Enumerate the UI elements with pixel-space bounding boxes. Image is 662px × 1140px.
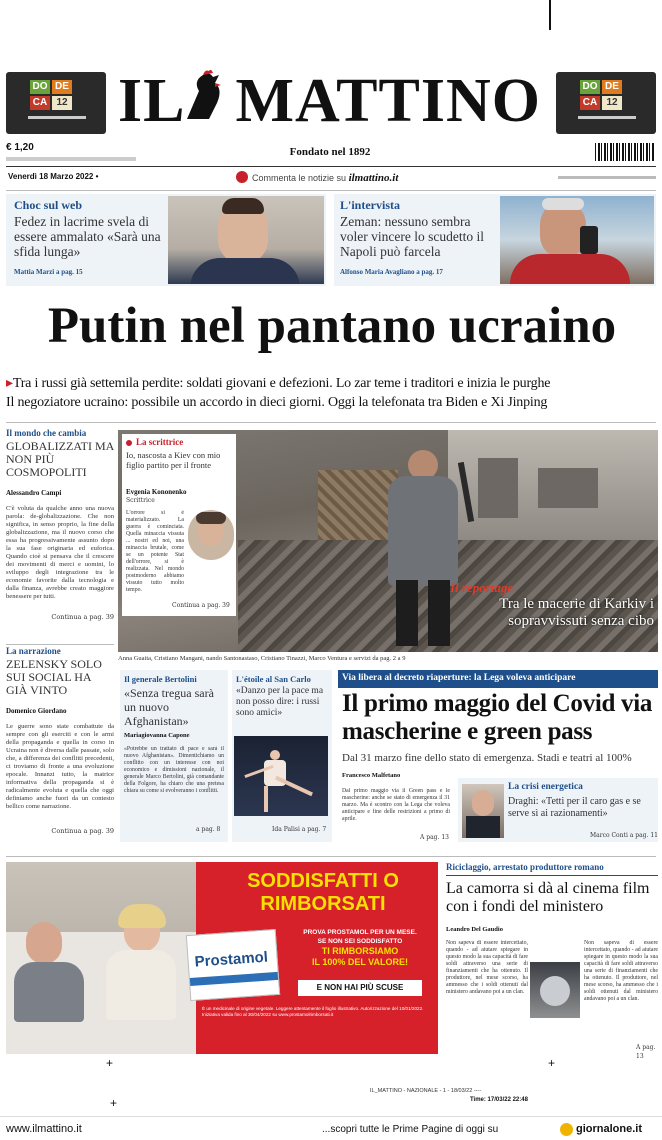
divider (6, 190, 656, 191)
opinion-headline: ZELENSKY SOLO SUI SOCIAL HA GIÀ VINTO (6, 657, 102, 697)
divider (6, 422, 656, 423)
opinion-body: C'è voluta da qualche anno una nuova parola: de-globalizzazione. Che non significa, in senso proprio, la fine della globalizzazione, ma il nuovo corso che essa ha progressivamente assunto dopo la sua fase originaria ed euforica. Quando cioè si pensava che il crescere dei movimenti di merci e uomini, lo sviluppo degli integrazione tra le economie favorite dalla tecnologia e dalla finanza, avrebbe creato maggiore benessere per tutti. (6, 505, 114, 600)
edition-info: IL_MATTINO - NAZIONALE - 1 - 18/03/22 ---- (370, 1088, 482, 1094)
footer-bar (0, 1116, 662, 1140)
bertolini-body: «Potrebbe un trattato di pace e sarà il nuovo Afghanistan». Dimentichiamo un conflitto con un interesse con noi economico e dimissioni nazionale, il generale Marco Bertolini, già comandante della Folgore, ha chiaro che una pretesa chiara su come si evolveranno i conflitti. (124, 746, 224, 794)
divider (6, 644, 114, 645)
teaser-zeman[interactable] (334, 194, 656, 286)
footer-text: ...scopri tutte le Prime Pagine di oggi su (322, 1124, 499, 1135)
opinion-globalizzati[interactable] (6, 428, 114, 648)
writer-kicker: La scrittrice (136, 437, 184, 447)
ad-brand: Prostamol (194, 948, 269, 971)
dodeca-logo-left (6, 72, 106, 134)
bullet-icon (126, 440, 132, 446)
writer-body: L'orrore si è materializzato. La guerra è cominciata. Quella minaccia vissuta ... nostri ed noi, una minaccia brutale, come se un potente Stat dell'orrore, si è realizzata. Nel mondo postmoderno abbiamo vissuto tutto molto tempo. (126, 510, 184, 593)
etoile-byline[interactable]: Ida Palisi a pag. 7 (272, 826, 327, 833)
camorra-body-continued: Non sapeva di essere intercettato, quando - ad aiutare spiegare in questo modo la sua capacità di fare soldi attraverso una serie di finanziamenti che ha ottenuto. Il produttore, nel mese scorso, ha ammesso che i soldi ottenuti dal ministero andavano poi a un clan. (584, 940, 658, 1002)
founded-text: Fondato nel 1892 (289, 146, 371, 158)
opinion-zelensky[interactable] (6, 646, 114, 842)
opinion-author: Alessandro Campi (6, 489, 62, 497)
price: € 1,20 (6, 142, 34, 153)
main-subhead-1 (6, 374, 658, 393)
covid-subhead: Dal 31 marzo fine dello stato di emergenza. Stadi e teatri al 100% (342, 752, 632, 764)
continue-link[interactable]: Continua a pag. 39 (51, 613, 114, 621)
main-subhead-1-text: Tra i russi già settemila perdite: soldati giovani e defezioni. Lo zar teme i traditori e inizia le purghe (12, 376, 551, 391)
bertolini-kicker: Il generale Bertolini (124, 674, 197, 684)
teaser-byline: Alfonso Maria Avagliano a pag. 17 (340, 268, 443, 276)
covid-kicker: Via libera al decreto riaperture: la Lega voleva anticipare (342, 673, 576, 683)
ad-promo-line: SE NON SEI SODDISFATTO (317, 938, 403, 945)
writer-role: Scrittrice (126, 497, 155, 504)
reportage-caption: Tra le macerie di Karkiv i sopravvissuti senza cibo (499, 596, 654, 629)
crop-mark: + (548, 1056, 556, 1070)
ad-promo (288, 928, 432, 968)
camorra-body: Non sapeva di essere intercettato, quando - ad aiutare spiegare in questo modo la sua capacità di fare soldi attraverso una serie di finanziamenti che ha ottenuto. Il produttore, nel mese scorso, ha ammesso che i soldi ottenuti dal ministero andavano poi a un clan. (446, 940, 528, 995)
teaser-kicker: Choc sul web (14, 198, 83, 212)
zeman-photo (500, 196, 654, 284)
dodeca-tile: DE (602, 80, 622, 94)
ad-promo-line: TI RIMBORSIAMO (321, 946, 399, 956)
dodeca-logo-right (556, 72, 656, 134)
writer-headline: Io, nascosta a Kiev con mio figlio partito per il fronte (126, 450, 221, 470)
camorra-photo (530, 962, 580, 1018)
camorra-headline[interactable]: La camorra si dà al cinema film con i fondi del ministero (446, 880, 650, 915)
energy-headline: Draghi: «Tetti per il caro gas e se serve sì ai razionamenti» (508, 796, 641, 819)
covid-headline[interactable]: Il primo maggio del Covid via mascherine e green pass (342, 690, 653, 745)
rooster-icon (185, 75, 235, 125)
crop-mark: + (110, 1096, 118, 1110)
bertolini-headline: «Senza tregua sarà un nuovo Afghanistan» (124, 686, 214, 728)
promo-text[interactable] (252, 172, 398, 184)
masthead-right: MATTINO (235, 67, 542, 135)
date: Venerdì 18 Marzo 2022 • (8, 172, 99, 181)
opinion-kicker: La narrazione (6, 646, 61, 656)
ad-cta: E NON HAI PIÙ SCUSE (298, 980, 422, 996)
etoile-headline: «Danzo per la pace ma non posso dire: i russi sono amici» (236, 686, 324, 718)
opinion-kicker: Il mondo che cambia (6, 428, 87, 438)
main-subhead-2: Il negoziatore ucraino: possibile un accordo in dieci giorni. Oggi la telefonata tra Biden e Xi Jinping (6, 395, 548, 410)
dodeca-tile: DE (52, 80, 72, 94)
dodeca-tile: DO (30, 80, 50, 94)
ad-fine-print: È un medicinale di origine vegetale. Leggere attentamente il foglio illustrativo. Autorizzazione del 10/01/2022. Iniziativa valida fino al 30/04/2022 su www.prostamolrimborsati.it (202, 1006, 424, 1017)
promo-label: Commenta le notizie su (252, 173, 347, 183)
barcode (595, 143, 655, 161)
logo-stripe (28, 116, 86, 119)
fine-print-bar (558, 176, 656, 179)
writer-portrait (188, 510, 234, 560)
opinion-author: Domenico Giordano (6, 707, 67, 715)
footer-site-right[interactable]: giornalone.it (576, 1123, 642, 1135)
continue-link[interactable]: Continua a pag. 39 (51, 827, 114, 835)
fedez-photo (168, 196, 324, 284)
covid-kicker-bar (338, 670, 658, 688)
reportage-kicker: Il reportage (450, 580, 514, 595)
bertolini-box[interactable] (120, 670, 228, 842)
continue-link[interactable]: Continua a pag. 39 (172, 602, 230, 609)
teaser-byline: Mattia Marzi a pag. 15 (14, 268, 83, 276)
promo-site[interactable]: ilmattino.it (348, 172, 399, 184)
camorra-kicker: Riciclaggio, arrestato produttore romano (446, 862, 604, 872)
crop-mark (549, 0, 551, 30)
dodeca-tile-number: 12 (602, 96, 622, 110)
etoile-kicker: L'étoile al San Carlo (236, 674, 311, 684)
masthead-left: IL (118, 67, 186, 135)
masthead-title (118, 66, 548, 136)
continue-link[interactable]: a pag. 8 (196, 826, 221, 833)
covid-author: Francesco Malfetano (342, 772, 401, 779)
writer-author: Evgenia Kononenko (126, 488, 187, 496)
dodeca-tile: CA (30, 96, 50, 110)
camorra-author: Leandro Del Gaudio (446, 926, 503, 933)
ad-promo-line: PROVA PROSTAMOL PER UN MESE. (303, 929, 417, 936)
footer-site-left[interactable]: www.ilmattino.it (6, 1123, 82, 1135)
fine-print-bar (6, 157, 136, 161)
dodeca-tile-number: 12 (52, 96, 72, 110)
teaser-headline: Zeman: nessuno sembra voler vincere lo scudetto il Napoli può farcela (340, 214, 484, 259)
dodeca-tile: CA (580, 96, 600, 110)
arrow-icon: ▸ (6, 376, 13, 391)
logo-stripe (578, 116, 636, 119)
teaser-kicker: L'intervista (340, 198, 400, 212)
continue-link[interactable]: A pag. 13 (420, 834, 449, 841)
energy-kicker: La crisi energetica (508, 782, 583, 792)
writer-box[interactable] (122, 434, 236, 616)
energy-box[interactable] (458, 778, 658, 842)
opinion-headline: GLOBALIZZATI MA NON PIÙ COSMOPOLITI (6, 439, 114, 479)
main-headline[interactable]: Putin nel pantano ucraino (47, 298, 617, 354)
comment-icon (236, 171, 248, 183)
teaser-fedez[interactable] (6, 194, 326, 286)
bertolini-author: Mariagiovanna Capone (124, 732, 190, 739)
camorra-kicker-bar (446, 862, 658, 876)
divider (6, 856, 656, 857)
photo-credits: Anna Guaita, Cristiano Mangani, nando Santonastaso, Cristiano Tinazzi, Marco Ventura e servizi da pag. 2 a 9 (118, 655, 406, 662)
dodeca-tile: DO (580, 80, 600, 94)
crop-mark: + (106, 1056, 114, 1070)
energy-byline[interactable]: Marco Conti a pag. 11 (590, 832, 658, 839)
prostamol-box (186, 929, 280, 1001)
draghi-photo (462, 784, 504, 838)
giornalone-icon (560, 1123, 573, 1136)
continue-link[interactable]: A pag. 13 (636, 1044, 656, 1060)
divider (6, 166, 656, 167)
ad-promo-line: IL 100% DEL VALORE! (311, 957, 409, 967)
dancer-photo (234, 736, 328, 816)
ad-headline: SODDISFATTI O RIMBORSATI (247, 870, 399, 915)
teaser-headline: Fedez in lacrime svela di essere ammalato «Sarà una sfida lunga» (14, 214, 161, 259)
prostamol-ad[interactable] (6, 862, 438, 1054)
opinion-body: Le guerre sono state combattute da sempre con gli eserciti e con le armi della propaganda e quella in corso in Ucraina non è diversa dalle passate, solo che, a differenza dei conflitti precedenti, ci troviamo di fronte a una evoluzione epocale. Innanzi tutto, la matrice informativa della propaganda si è radicalmente evoluta e quella che oggi definiamo anche fuori da un contesto bellico come narrazione. (6, 723, 114, 810)
edition-time: Time: 17/03/22 22:48 (470, 1097, 528, 1103)
covid-body: Dal primo maggio via il Green pass e le mascherine: anche se stato di emergenza il 31 marzo. Ma è scontro con la Lega che voleva anticipare e fine delle restrizioni a primo di aprile. (342, 788, 450, 822)
etoile-box[interactable] (232, 670, 332, 842)
